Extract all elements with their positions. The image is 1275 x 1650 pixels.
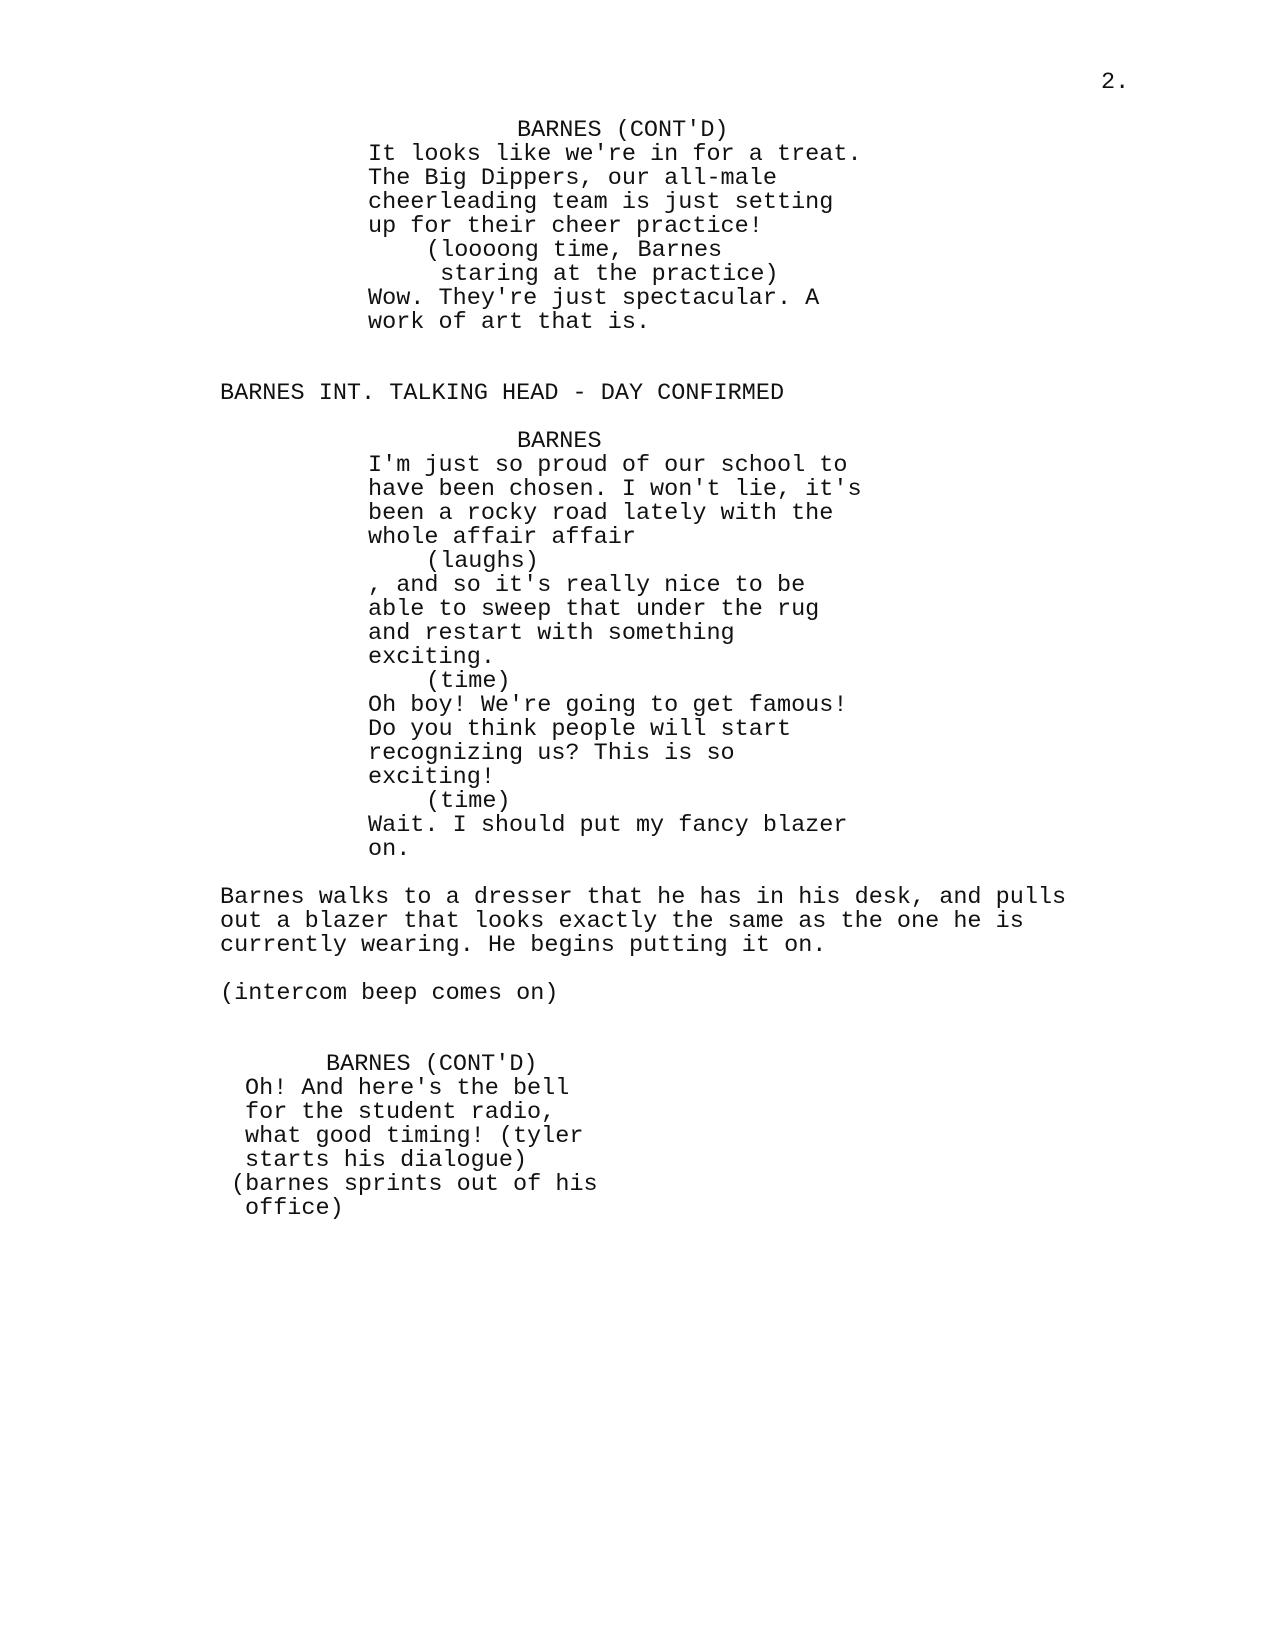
character-name: BARNES (CONT'D) bbox=[326, 1051, 538, 1078]
dialogue-line: have been chosen. I won't lie, it's bbox=[368, 476, 862, 503]
dialogue-line: Wow. They're just spectacular. A bbox=[368, 285, 820, 312]
dialogue-line: office) bbox=[245, 1195, 344, 1222]
dialogue-line: exciting. bbox=[368, 644, 495, 671]
dialogue-line: exciting! bbox=[368, 764, 495, 791]
parenthetical: (time) bbox=[426, 668, 511, 695]
dialogue-line: Do you think people will start bbox=[368, 716, 792, 743]
dialogue-line: I'm just so proud of our school to bbox=[368, 452, 848, 479]
dialogue-line: been a rocky road lately with the bbox=[368, 500, 834, 527]
action-line: Barnes walks to a dresser that he has in his desk, and pulls bbox=[220, 884, 1067, 911]
dialogue-line: able to sweep that under the rug bbox=[368, 596, 820, 623]
parenthetical: (time) bbox=[426, 788, 511, 815]
parenthetical: (laughs) bbox=[426, 548, 539, 575]
dialogue-line: recognizing us? This is so bbox=[368, 740, 735, 767]
dialogue-line: on. bbox=[368, 836, 411, 863]
action-line: (intercom beep comes on) bbox=[220, 980, 559, 1007]
dialogue-line: Oh boy! We're going to get famous! bbox=[368, 692, 848, 719]
dialogue-line: Oh! And here's the bell bbox=[245, 1075, 570, 1102]
dialogue-line: Wait. I should put my fancy blazer bbox=[368, 812, 848, 839]
action-line: out a blazer that looks exactly the same as the one he is bbox=[220, 908, 1024, 935]
page-number: 2. bbox=[1101, 69, 1130, 96]
scene-heading: BARNES INT. TALKING HEAD - DAY CONFIRMED bbox=[220, 380, 785, 407]
dialogue-line: It looks like we're in for a treat. bbox=[368, 141, 862, 168]
dialogue-line: what good timing! (tyler bbox=[245, 1123, 584, 1150]
parenthetical: (barnes sprints out of his bbox=[231, 1171, 598, 1198]
dialogue-line: whole affair affair bbox=[368, 524, 636, 551]
dialogue-line: up for their cheer practice! bbox=[368, 213, 763, 240]
character-name: BARNES (CONT'D) bbox=[517, 117, 729, 144]
dialogue-line: , and so it's really nice to be bbox=[368, 572, 806, 599]
dialogue-line: for the student radio, bbox=[245, 1099, 556, 1126]
dialogue-line: cheerleading team is just setting bbox=[368, 189, 834, 216]
dialogue-line: and restart with something bbox=[368, 620, 735, 647]
dialogue-line: starts his dialogue) bbox=[245, 1147, 528, 1174]
character-name: BARNES bbox=[517, 428, 602, 455]
action-line: currently wearing. He begins putting it on. bbox=[220, 932, 827, 959]
dialogue-line: The Big Dippers, our all-male bbox=[368, 165, 777, 192]
dialogue-line: work of art that is. bbox=[368, 309, 651, 336]
parenthetical: (loooong time, Barnes bbox=[426, 237, 723, 264]
parenthetical: staring at the practice) bbox=[426, 261, 779, 288]
